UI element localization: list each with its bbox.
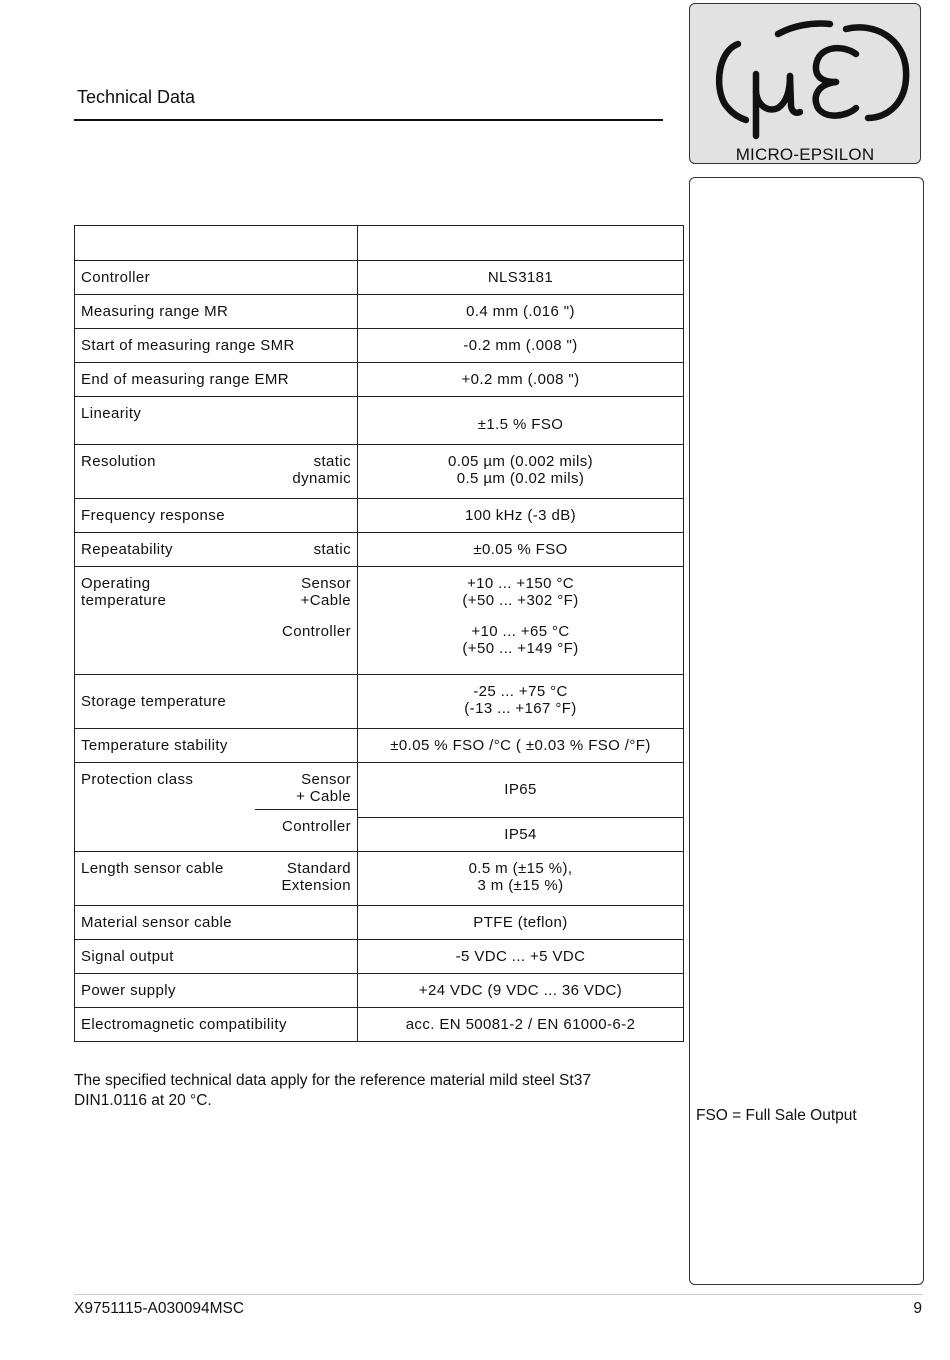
table-row	[75, 675, 684, 729]
spec-value: +10 ... +150 °C	[466, 575, 575, 592]
table-row	[75, 445, 684, 499]
spec-label: Measuring range MR	[75, 295, 358, 329]
spec-sublabel: static	[313, 541, 351, 558]
spec-sublabel: Extension	[281, 877, 351, 894]
table-row	[75, 567, 684, 675]
spec-sublabel: dynamic	[292, 470, 351, 487]
spec-sublabel: Sensor	[301, 771, 351, 788]
spec-label: Signal output	[75, 940, 358, 974]
spec-value: -25 ... +75 °C	[473, 683, 568, 700]
spec-sublabel: Controller	[281, 818, 351, 835]
logo	[689, 3, 921, 164]
spec-value: -0.2 mm (.008 ")	[358, 329, 684, 363]
spec-sublabel: Standard	[286, 860, 351, 877]
spec-label: Material sensor cable	[75, 906, 358, 940]
spec-value: +10 ... +65 °C	[471, 623, 570, 640]
spec-value: 0.5 m (±15 %),	[468, 860, 573, 877]
sidebar-note: FSO = Full Sale Output	[696, 1107, 857, 1124]
table-row	[75, 940, 684, 974]
table-head-cell	[75, 226, 358, 261]
table-row	[75, 295, 684, 329]
spec-value: IP54	[358, 817, 683, 851]
document-id: X9751115-A030094MSC	[74, 1300, 245, 1317]
table-row	[75, 906, 684, 940]
spec-sublabel: Controller	[281, 623, 351, 640]
spec-value: IP65	[504, 781, 537, 798]
table-row	[75, 974, 684, 1008]
table-row	[75, 397, 684, 445]
spec-label: Linearity	[75, 397, 358, 445]
footer-rule	[74, 1294, 923, 1295]
spec-label: Resolution	[81, 453, 156, 470]
spec-label: Frequency response	[75, 499, 358, 533]
table-row	[75, 729, 684, 763]
spec-value: (+50 ... +302 °F)	[462, 592, 579, 609]
spec-label: Storage temperature	[75, 675, 358, 729]
footnote-line: The specified technical data apply for the reference material mild steel St37	[74, 1072, 591, 1089]
section-title: Technical Data	[77, 87, 196, 107]
spec-value: 0.4 mm (.016 ")	[358, 295, 684, 329]
spec-label: End of measuring range EMR	[75, 363, 358, 397]
spec-label: Protection class	[81, 771, 194, 788]
table-row	[75, 499, 684, 533]
spec-value: 3 m (±15 %)	[477, 877, 564, 894]
spec-value: 100 kHz (-3 dB)	[358, 499, 684, 533]
spec-table	[74, 225, 684, 1042]
table-head-cell	[358, 226, 684, 261]
spec-value: NLS3181	[358, 261, 684, 295]
spec-value: +0.2 mm (.008 ")	[358, 363, 684, 397]
spec-value: PTFE (teflon)	[358, 906, 684, 940]
micro-epsilon-logo-icon	[690, 4, 922, 165]
spec-value: (-13 ... +167 °F)	[464, 700, 577, 717]
footnote-line: DIN1.0116 at 20 °C.	[74, 1092, 212, 1109]
title-rule	[74, 119, 663, 121]
spec-label: Start of measuring range SMR	[75, 329, 358, 363]
table-row	[75, 533, 684, 567]
table-row	[75, 852, 684, 906]
spec-label: temperature	[81, 592, 167, 609]
table-row	[75, 763, 684, 852]
page-number: 9	[913, 1300, 922, 1317]
spec-value: acc. EN 50081-2 / EN 61000-6-2	[358, 1008, 684, 1042]
spec-value: 0.5 µm (0.02 mils)	[456, 470, 585, 487]
spec-value: ±0.05 % FSO	[358, 533, 684, 567]
spec-label: Controller	[75, 261, 358, 295]
spec-sublabel: Sensor	[301, 575, 351, 592]
spec-label: Power supply	[75, 974, 358, 1008]
spec-label: Repeatability	[81, 541, 173, 558]
table-row	[75, 1008, 684, 1042]
spec-sublabel: +Cable	[300, 592, 351, 609]
table-row	[75, 329, 684, 363]
spec-sublabel: static	[313, 453, 351, 470]
spec-sublabel: + Cable	[296, 788, 351, 805]
table-row	[75, 363, 684, 397]
table-row	[75, 226, 684, 261]
spec-value: ±0.05 % FSO /°C ( ±0.03 % FSO /°F)	[358, 729, 684, 763]
spec-label: Electromagnetic compatibility	[75, 1008, 358, 1042]
table-row	[75, 261, 684, 295]
footnote	[74, 1071, 664, 1111]
spec-value: ±1.5 % FSO	[358, 397, 684, 445]
spec-value: 0.05 µm (0.002 mils)	[447, 453, 594, 470]
spec-label: Temperature stability	[75, 729, 358, 763]
spec-value: (+50 ... +149 °F)	[462, 640, 579, 657]
spec-value: +24 VDC (9 VDC ... 36 VDC)	[358, 974, 684, 1008]
spec-value: -5 VDC ... +5 VDC	[358, 940, 684, 974]
logo-brand-text: MICRO-EPSILON	[735, 145, 875, 164]
spec-label: Operating	[81, 575, 151, 592]
spec-label: Length sensor cable	[81, 860, 224, 877]
